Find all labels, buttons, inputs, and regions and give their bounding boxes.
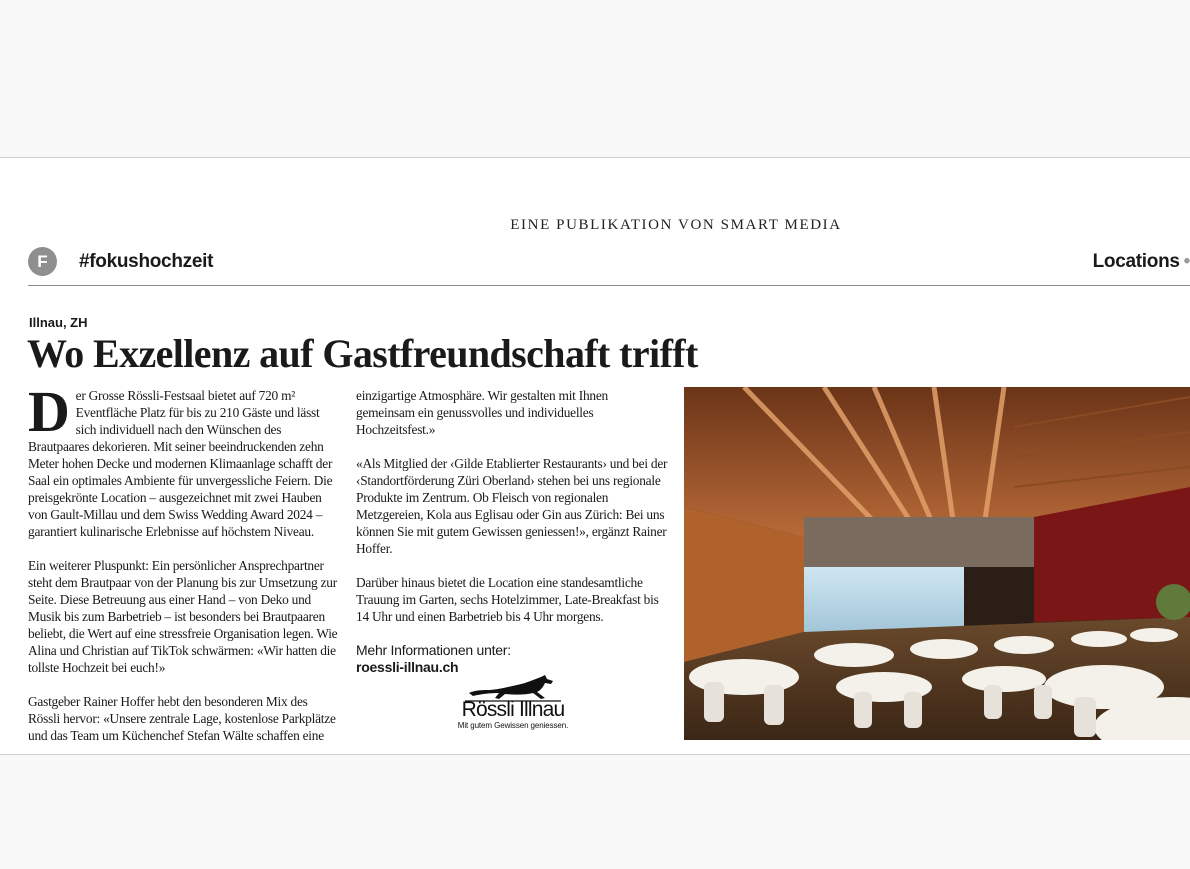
banquet-hall-image (684, 387, 1190, 740)
paragraph: «Als Mitglied der ‹Gilde Etablierter Restaurants› und bei der ‹Standortförderung Züri Oberland› stehen bei uns regionale Produkte im Zentrum. Ob Fleisch von regionalen Metzgereien, Kola aus Eglisau oder Gin aus Zürich: Bei uns können Sie mit gutem Gewissen geniessen!», ergänzt Rainer Hoffer. (356, 456, 668, 556)
article-column-2 (356, 387, 668, 676)
roessli-logo (453, 673, 573, 731)
drop-cap: D (28, 379, 70, 444)
paragraph: Ein weiterer Pluspunkt: Ein persönlicher Ansprechpartner steht dem Brautpaar von der Planung bis zur Umsetzung zur Seite. Diese Betreuung aus einer Hand – von Deko und Musik bis zum Barbetrieb – ist besonders bei Brautpaaren beliebt, die Wert auf eine stressfreie Organisation legen. Wie Alina und Christian auf TikTok schwärmen: «Wir hatten die tollste Hochzeit bei euch!» (28, 558, 338, 675)
paragraph: einzigartige Atmosphäre. Wir gestalten mit Ihnen gemeinsam ein genussvolles und individuelles Hochzeitsfest.» (356, 388, 608, 437)
article-headline: Wo Exzellenz auf Gastfreundschaft trifft (27, 331, 698, 376)
hashtag-label: #fokushochzeit (79, 251, 214, 272)
section-name: Locations (1092, 251, 1180, 272)
website-link[interactable]: roessli-illnau.ch (356, 659, 459, 675)
newspaper-page (0, 157, 1190, 755)
more-info-label: Mehr Informationen unter: (356, 642, 511, 658)
paragraph (28, 379, 340, 540)
section-label (1093, 251, 1190, 273)
paragraph: Darüber hinaus bietet die Location eine standesamtliche Trauung im Garten, sechs Hotelzimmer, Late-Breakfast bis 14 Uhr und einen Barbetrieb bis 4 Uhr morgens. (356, 575, 659, 624)
article-column-1 (28, 379, 340, 755)
paragraph: Gastgeber Rainer Hoffer hebt den besonderen Mix des Rössli hervor: «Unsere zentrale Lage, kostenlose Parkplätze und das Team um Küchenchef Stefan Wälte schaffen eine (28, 694, 336, 743)
header-rule (28, 285, 1190, 286)
publication-line: EINE PUBLIKATION VON SMART MEDIA (510, 217, 842, 233)
paragraph-text: er Grosse Rössli-Festsaal bietet auf 720 m² Eventfläche Platz für bis zu 210 Gäste und lässt sich individuell nach den Wünschen des Brautpaares dekorieren. Mit seiner beeindruckenden zehn Meter hohen Decke und modernen Klimaanlage schafft der Saal ein optimales Ambiente für unvergessliche Feiern. Die preisgekrönte Location – ausgezeichnet mit zwei Hauben von Gault-Millau und dem Swiss Wedding Award 2024 – garantiert kulinarische Erlebnisse auf höchstem Niveau. (28, 388, 333, 539)
brand-tagline: Mit gutem Gewissen geniessen. (457, 721, 569, 730)
brand-name: Rössli Illnau (461, 698, 565, 721)
section-separator: • (1183, 251, 1190, 272)
article-location: Illnau, ZH (29, 315, 88, 330)
fokus-logo-icon: F (28, 247, 57, 276)
festsaal-photo (684, 387, 1190, 740)
